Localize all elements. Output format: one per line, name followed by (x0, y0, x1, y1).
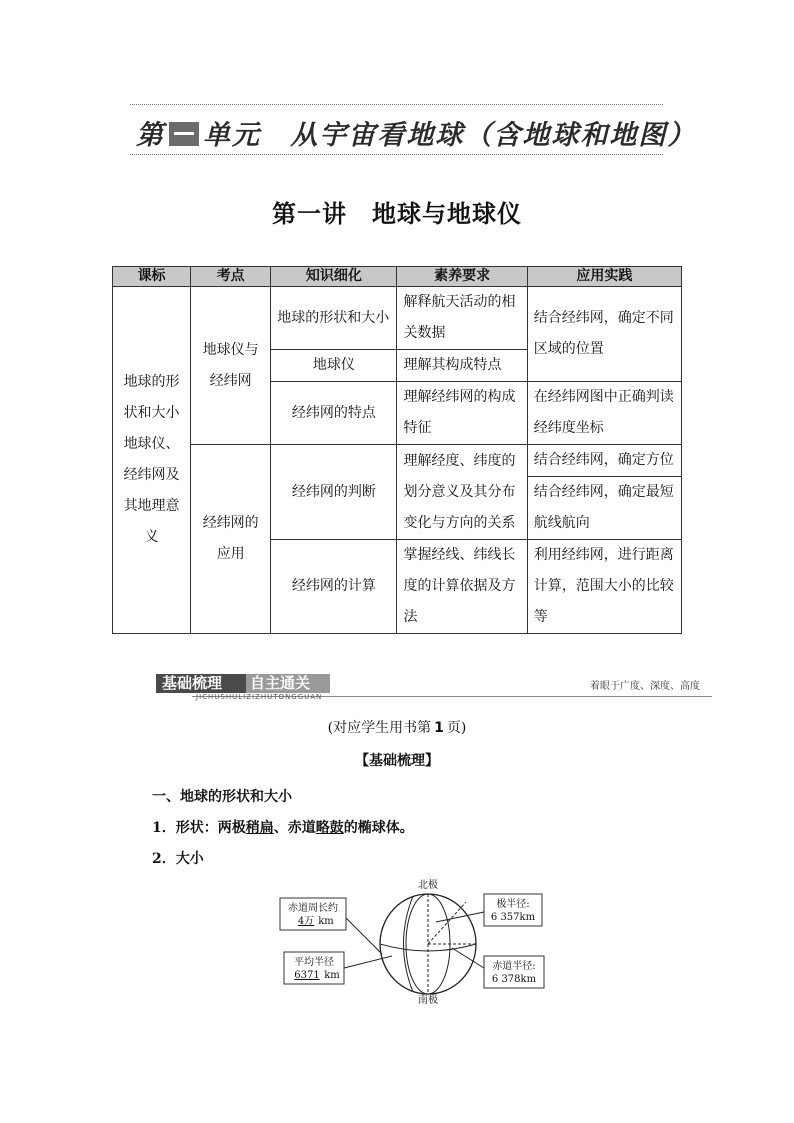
cell-suyang-2: 理解其构成特点 (397, 350, 527, 382)
heading-shape-size: 一、地球的形状和大小 (152, 789, 292, 805)
mean-radius-value: 6371 (294, 970, 320, 981)
cell-suyang-4: 理解经度、纬度的划分意义及其分布变化与方向的关系 (397, 445, 527, 540)
equator-length-label: 赤道周长约 (288, 903, 338, 914)
polar-radius-value: 6 357km (490, 912, 536, 923)
cell-suyang-3: 理解经纬网的构成特征 (397, 382, 527, 445)
unit-bottom-rule (130, 154, 663, 155)
south-pole-label: 南极 (418, 995, 438, 1006)
cell-suyang-1: 解释航天活动的相关数据 (397, 287, 527, 350)
item-shape-blank-1: 稍扁 (245, 820, 274, 836)
table-header-row (113, 267, 682, 287)
equator-length-value: 4万 (297, 916, 315, 927)
equator-length-unit: km (318, 916, 334, 927)
item-shape-blank-2: 略鼓 (315, 820, 344, 836)
item-shape-end: 的椭球体。 (343, 820, 414, 836)
curriculum-table (112, 266, 682, 634)
table-row (113, 287, 682, 350)
unit-title (136, 113, 697, 151)
header-yingyong: 应用实践 (527, 267, 681, 287)
item-shape (152, 817, 414, 837)
banner-primary: 基础梳理 (156, 674, 246, 693)
header-kebiao: 课标 (113, 267, 191, 287)
cell-zhishi-2: 地球仪 (271, 350, 397, 382)
header-zhishi: 知识细化 (271, 267, 397, 287)
item-shape-label: 1．形状：两极 (152, 820, 246, 836)
section-banner (156, 672, 712, 701)
unit-subject: 从宇宙看地球（含地球和地图） (290, 120, 697, 151)
banner-slogan: 着眼于广度、深度、高度 (590, 681, 700, 692)
item-shape-mid: 、赤道 (273, 820, 316, 836)
header-suyang: 素养要求 (397, 267, 527, 287)
cell-kaodian-2: 经纬网的应用 (191, 445, 271, 634)
cell-yingyong-6: 利用经纬网，进行距离计算，范围大小的比较等 (527, 540, 681, 634)
reference-after: 页) (446, 720, 467, 736)
unit-prefix: 第 (136, 120, 165, 151)
north-pole-label: 北极 (418, 880, 438, 891)
cell-kaodian-1: 地球仪与经纬网 (191, 287, 271, 445)
cell-yingyong-3: 在经纬网图中正确判读经纬度坐标 (527, 382, 681, 445)
header-kaodian: 考点 (191, 267, 271, 287)
cell-zhishi-1: 地球的形状和大小 (271, 287, 397, 350)
mean-radius-label: 平均半径 (294, 957, 334, 968)
item-size: 2．大小 (152, 851, 204, 867)
unit-top-rule (130, 104, 663, 105)
equator-radius-value: 6 378km (491, 974, 537, 985)
mean-radius-unit: km (324, 970, 340, 981)
lecture-title: 第一讲 地球与地球仪 (272, 200, 522, 228)
cell-kebiao: 地球的形状和大小地球仪、经纬网及其地理意义 (113, 287, 191, 634)
unit-suffix: 单元 (203, 120, 261, 151)
cell-yingyong-4: 结合经纬网，确定方位 (527, 445, 681, 477)
banner-pinyin: JICHUSHULIZIZHUTONGGUAN (196, 693, 323, 701)
equator-length-pointer (346, 918, 382, 954)
reference-before: (对应学生用书第 (327, 720, 432, 736)
cell-zhishi-4: 经纬网的判断 (271, 445, 397, 540)
polar-radius-pointer (436, 912, 484, 922)
earth-size-diagram (276, 872, 556, 1012)
cell-yingyong-5: 结合经纬网，确定最短航线航向 (527, 477, 681, 540)
section-title: 【基础梳理】 (355, 753, 439, 769)
table-row (113, 445, 682, 477)
banner-secondary: 自主通关 (246, 674, 330, 693)
cell-yingyong-1: 结合经纬网，确定不同区域的位置 (527, 287, 681, 382)
cell-suyang-6: 掌握经线、纬线长度的计算依据及方法 (397, 540, 527, 634)
polar-radius-line (428, 902, 466, 944)
reference-page: 1 (434, 720, 444, 736)
equator-radius-pointer (452, 948, 484, 968)
polar-radius-label: 极半径: (496, 899, 530, 910)
textbook-reference (0, 717, 794, 737)
cell-zhishi-6: 经纬网的计算 (271, 540, 397, 634)
unit-number-box (169, 122, 199, 146)
cell-zhishi-3: 经纬网的特点 (271, 382, 397, 445)
equator-radius-label: 赤道半径: (492, 961, 536, 972)
